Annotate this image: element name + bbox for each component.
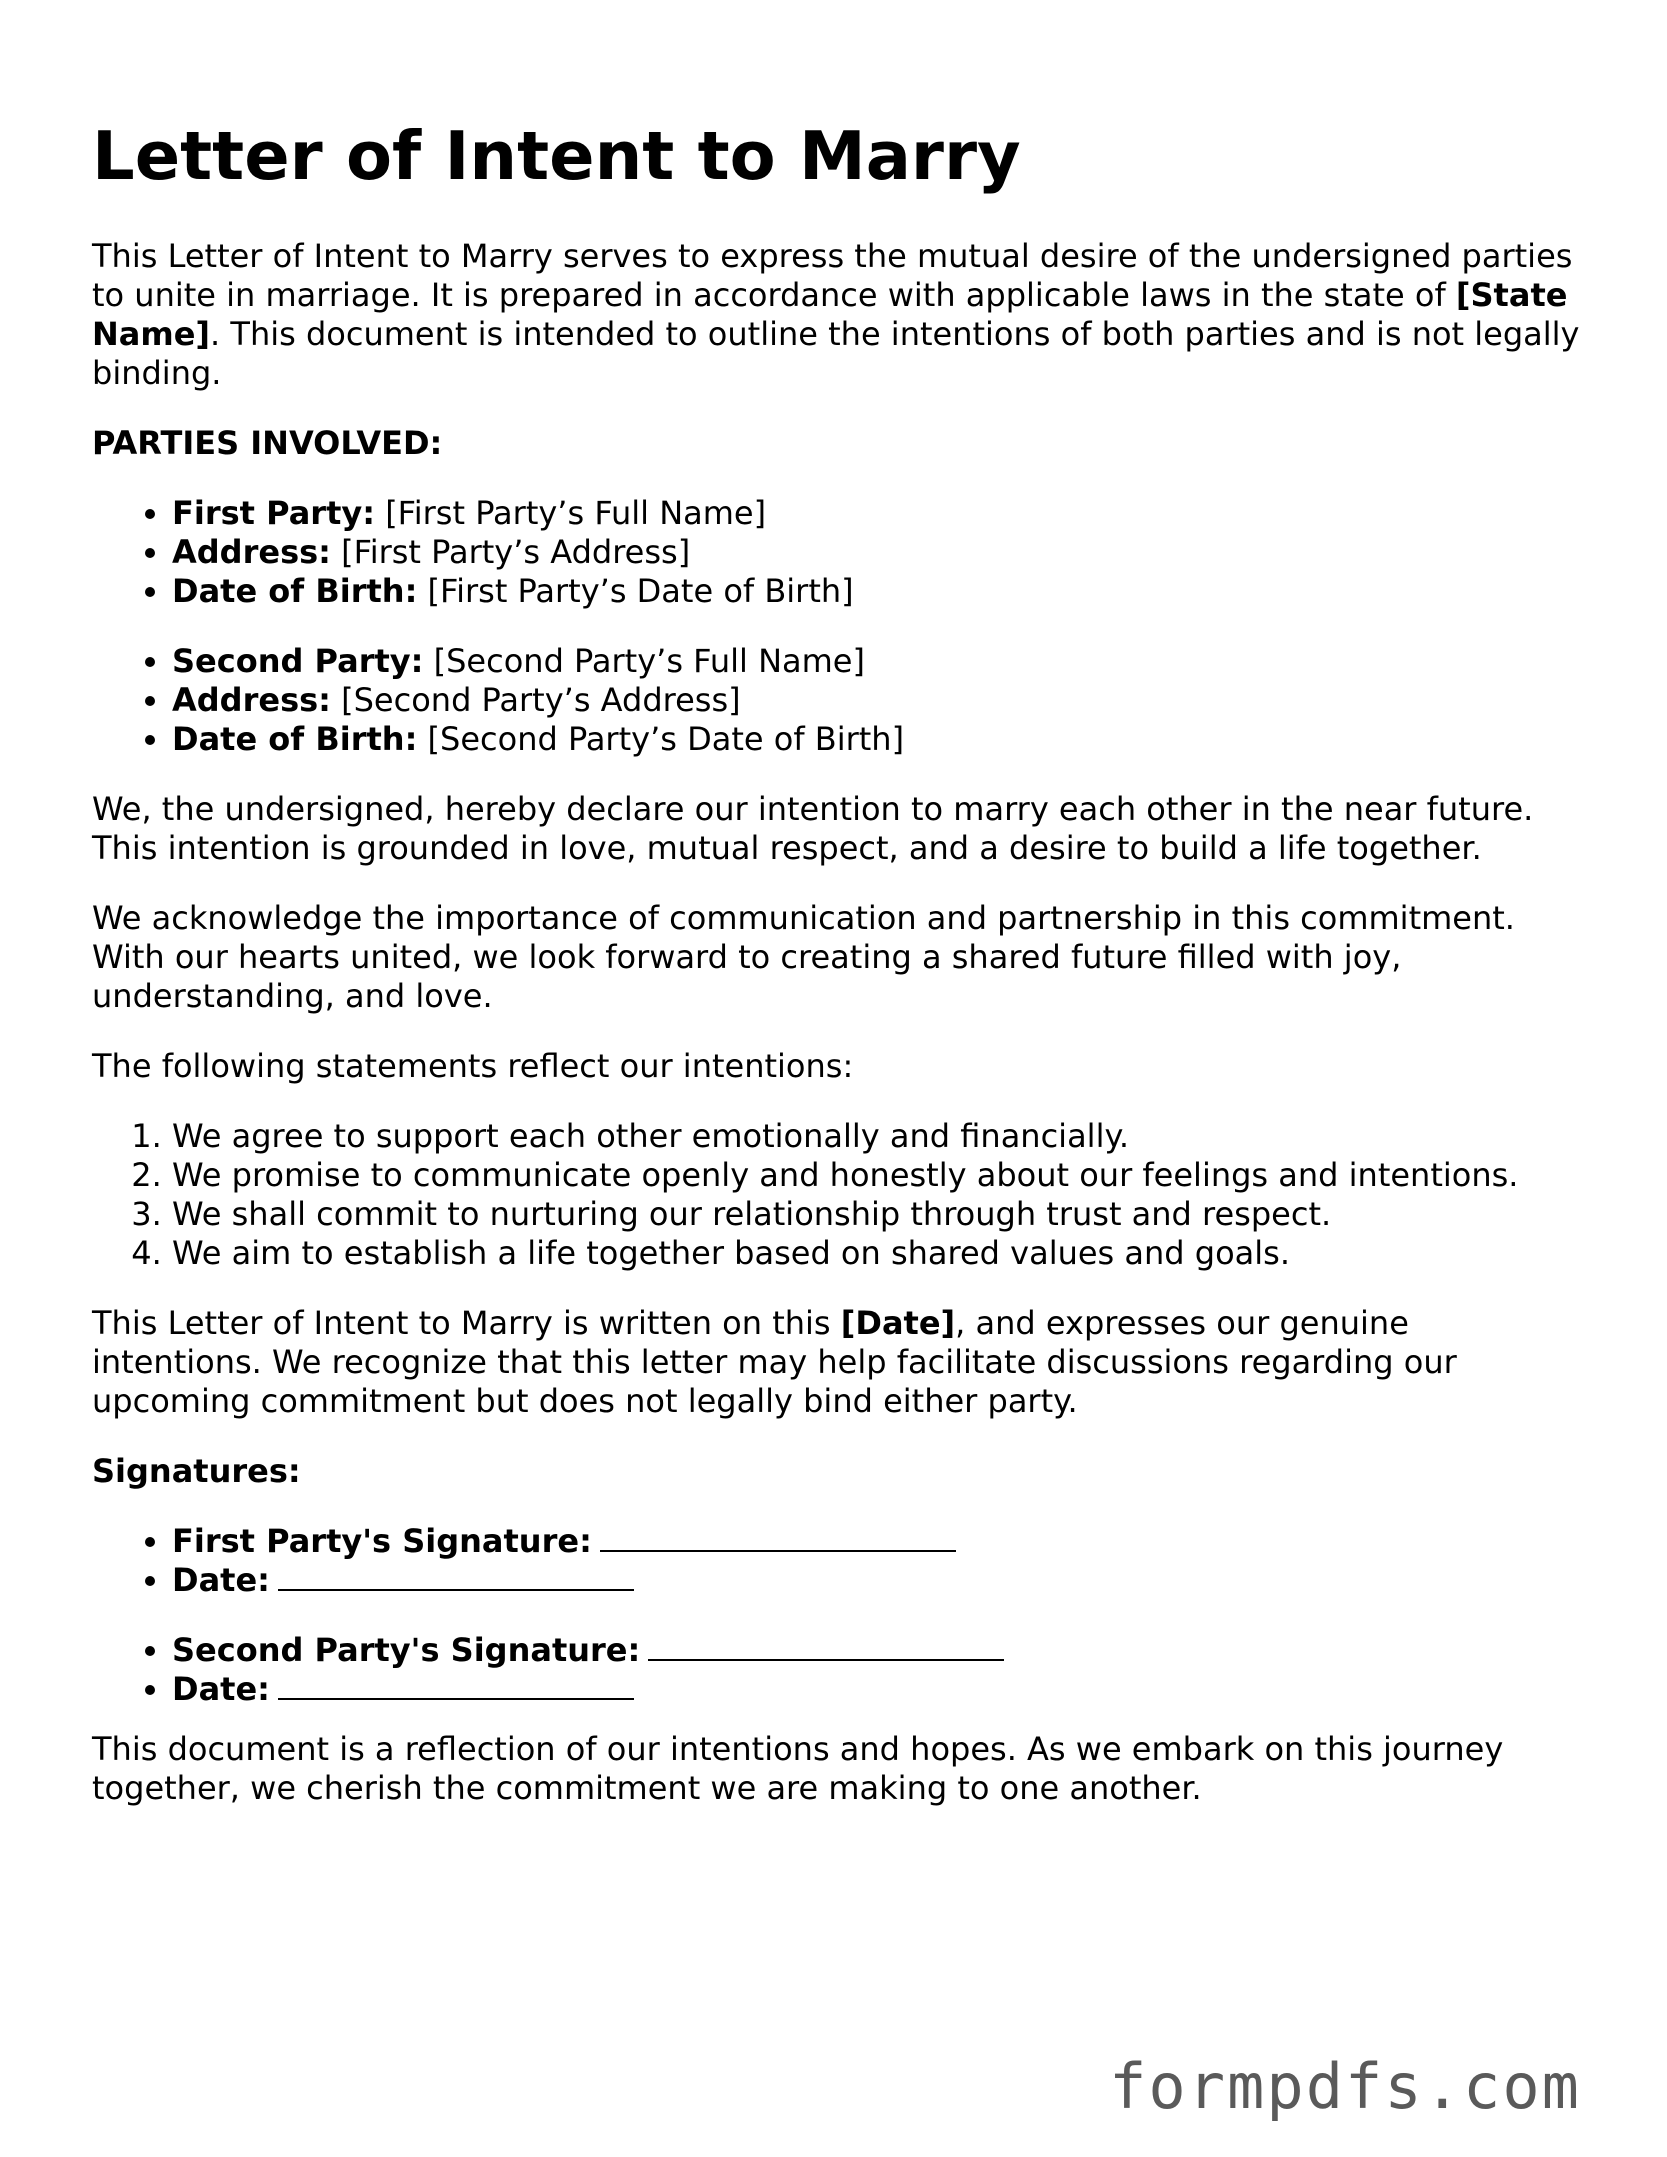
second-date-line[interactable] [278,1672,634,1700]
first-party-name-value: [First Party’s Full Name] [385,494,767,532]
statements-list [92,1117,1582,1273]
first-signature-list [92,1522,1582,1600]
list-item: 1. We agree to support each other emotionally and financially. [172,1117,1582,1156]
second-date-label: Date: [172,1670,270,1708]
statements-intro: The following statements reflect our intentions: [92,1047,854,1085]
first-party-dob-value: [First Party’s Date of Birth] [427,572,854,610]
list-item [172,642,1582,681]
second-signature-list [92,1631,1582,1709]
acknowledgement-paragraph: We acknowledge the importance of communication and partnership in this commitment. With our hearts united, we look forward to creating a shared future filled with joy, understanding, and love. [92,899,1515,1015]
list-item [172,494,1582,533]
closing-paragraph: This document is a reflection of our intentions and hopes. As we embark on this journey together, we cherish the commitment we are making to one another. [92,1730,1504,1807]
document-body [92,237,1582,1839]
state-name-placeholder: [State Name] [92,276,1568,353]
intro-text-2: . This document is intended to outline the intentions of both parties and is not legally binding. [92,315,1580,392]
second-party-list [92,642,1582,759]
list-item [172,1522,1582,1561]
intro-paragraph [92,237,1582,393]
list-item [172,1561,1582,1600]
first-party-list [92,494,1582,611]
second-party-name-value: [Second Party’s Full Name] [433,642,865,680]
first-party-dob-label: Date of Birth: [172,572,418,610]
date-paragraph [92,1304,1582,1421]
document-title: Letter of Intent to Marry [92,117,1021,195]
second-party-name-label: Second Party: [172,642,424,680]
second-party-dob-value: [Second Party’s Date of Birth] [427,720,905,758]
second-party-address-value: [Second Party’s Address] [341,681,741,719]
second-signature-line[interactable] [648,1633,1004,1661]
list-item [172,1670,1582,1709]
signatures-heading: Signatures: [92,1452,301,1490]
list-item [172,533,1582,572]
list-item: 3. We shall commit to nurturing our relationship through trust and respect. [172,1195,1582,1234]
list-item: 4. We aim to establish a life together based on shared values and goals. [172,1234,1582,1273]
list-item [172,720,1582,759]
first-signature-line[interactable] [600,1524,956,1552]
declaration-paragraph: We, the undersigned, hereby declare our intention to marry each other in the near future. This intention is grounded in love, mutual respect, and a desire to build a life together. [92,790,1534,867]
first-date-label: Date: [172,1561,270,1599]
first-party-name-label: First Party: [172,494,376,532]
date-text-2: , and expresses our genuine intentions. We recognize that this letter may help facilitate discussions regarding our upcoming commitment but does not legally bind either party. [92,1304,1457,1420]
list-item [172,681,1582,720]
first-party-address-value: [First Party’s Address] [341,533,691,571]
intro-text-1: This Letter of Intent to Marry serves to express the mutual desire of the undersigned parties to unite in marriage. It is prepared in accordance with applicable laws in the state of [92,237,1573,314]
list-item [172,1631,1582,1670]
parties-heading: PARTIES INVOLVED: [92,424,443,462]
first-date-line[interactable] [278,1563,634,1591]
date-text-1: This Letter of Intent to Marry is written on this [92,1304,841,1342]
date-placeholder: [Date] [840,1304,956,1342]
list-item [172,572,1582,611]
watermark-text: formpdfs.com [1109,2050,1581,2123]
second-party-dob-label: Date of Birth: [172,720,418,758]
first-party-address-label: Address: [172,533,331,571]
second-party-address-label: Address: [172,681,331,719]
list-item: 2. We promise to communicate openly and honestly about our feelings and intentions. [172,1156,1582,1195]
first-signature-label: First Party's Signature: [172,1522,592,1560]
second-signature-label: Second Party's Signature: [172,1631,641,1669]
